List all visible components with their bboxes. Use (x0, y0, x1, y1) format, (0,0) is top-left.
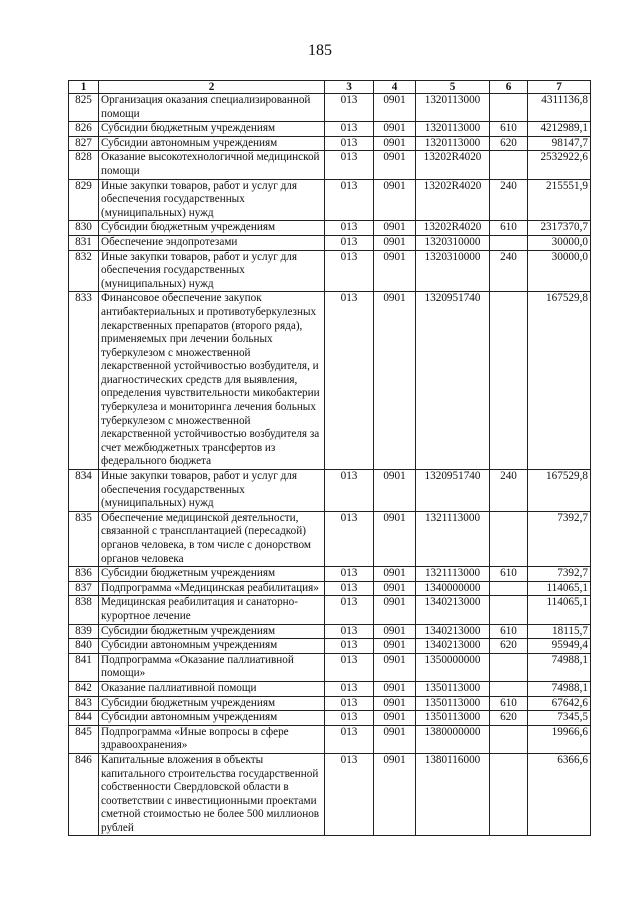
row-number-cell: 839 (69, 624, 99, 639)
row-number-cell: 840 (69, 639, 99, 654)
row-number-cell: 830 (69, 221, 99, 236)
budget-table (68, 80, 591, 836)
expense-type-cell: 240 (490, 179, 528, 221)
table-row (69, 725, 591, 753)
section-code-cell: 0901 (374, 179, 416, 221)
row-name-cell: Субсидии бюджетным учреждениям (99, 221, 325, 236)
table-row (69, 136, 591, 151)
row-number-cell: 841 (69, 653, 99, 681)
row-number-cell: 828 (69, 151, 99, 179)
row-name-cell: Медицинская реабилитация и санаторно-курортное лечение (99, 596, 325, 624)
row-name-cell: Подпрограмма «Медицинская реабилитация» (99, 581, 325, 596)
row-number-cell: 835 (69, 511, 99, 566)
admin-code-cell: 013 (325, 711, 374, 726)
admin-code-cell: 013 (325, 581, 374, 596)
section-code-cell: 0901 (374, 122, 416, 137)
expense-type-cell: 620 (490, 639, 528, 654)
row-name-cell: Субсидии бюджетным учреждениям (99, 624, 325, 639)
section-code-cell: 0901 (374, 581, 416, 596)
section-code-cell: 0901 (374, 470, 416, 512)
amount-cell: 98147,7 (528, 136, 591, 151)
amount-cell: 4212989,1 (528, 122, 591, 137)
admin-code-cell: 013 (325, 470, 374, 512)
target-code-cell: 1350113000 (416, 711, 490, 726)
table-row (69, 639, 591, 654)
page-number: 185 (308, 42, 332, 59)
row-name-cell: Подпрограмма «Иные вопросы в сфере здравоохранения» (99, 725, 325, 753)
section-code-cell: 0901 (374, 151, 416, 179)
column-header: 7 (528, 81, 591, 94)
admin-code-cell: 013 (325, 696, 374, 711)
amount-cell: 30000,0 (528, 235, 591, 250)
expense-type-cell (490, 725, 528, 753)
amount-cell: 114065,1 (528, 581, 591, 596)
row-name-cell: Капитальные вложения в объекты капитального строительства государственной собственности Свердловской области в соответствии с инвестиционными проектами сметной стоимостью не более 500 миллионов рублей (99, 753, 325, 836)
target-code-cell: 1320951740 (416, 292, 490, 470)
row-name-cell: Обеспечение эндопротезами (99, 235, 325, 250)
row-name-cell: Иные закупки товаров, работ и услуг для обеспечения государственных (муниципальных) нужд (99, 250, 325, 292)
row-number-cell: 837 (69, 581, 99, 596)
section-code-cell: 0901 (374, 94, 416, 122)
column-header: 5 (416, 81, 490, 94)
row-number-cell: 842 (69, 681, 99, 696)
table-row (69, 753, 591, 836)
amount-cell: 2317370,7 (528, 221, 591, 236)
expense-type-cell: 610 (490, 221, 528, 236)
row-name-cell: Субсидии автономным учреждениям (99, 136, 325, 151)
row-name-cell: Субсидии бюджетным учреждениям (99, 696, 325, 711)
column-header: 2 (99, 81, 325, 94)
admin-code-cell: 013 (325, 151, 374, 179)
row-number-cell: 845 (69, 725, 99, 753)
target-code-cell: 1340213000 (416, 596, 490, 624)
section-code-cell: 0901 (374, 221, 416, 236)
expense-type-cell (490, 511, 528, 566)
section-code-cell: 0901 (374, 711, 416, 726)
target-code-cell: 13202R4020 (416, 179, 490, 221)
admin-code-cell: 013 (325, 681, 374, 696)
amount-cell: 167529,8 (528, 470, 591, 512)
amount-cell: 4311136,8 (528, 94, 591, 122)
admin-code-cell: 013 (325, 639, 374, 654)
amount-cell: 167529,8 (528, 292, 591, 470)
table-row (69, 470, 591, 512)
target-code-cell: 13202R4020 (416, 151, 490, 179)
row-number-cell: 831 (69, 235, 99, 250)
amount-cell: 74988,1 (528, 653, 591, 681)
row-name-cell: Субсидии бюджетным учреждениям (99, 567, 325, 582)
admin-code-cell: 013 (325, 511, 374, 566)
admin-code-cell: 013 (325, 567, 374, 582)
table-row (69, 596, 591, 624)
admin-code-cell: 013 (325, 122, 374, 137)
row-name-cell: Оказание паллиативной помощи (99, 681, 325, 696)
expense-type-cell (490, 653, 528, 681)
section-code-cell: 0901 (374, 696, 416, 711)
column-header: 3 (325, 81, 374, 94)
target-code-cell: 1340213000 (416, 639, 490, 654)
amount-cell: 67642,6 (528, 696, 591, 711)
target-code-cell: 1320113000 (416, 136, 490, 151)
admin-code-cell: 013 (325, 624, 374, 639)
target-code-cell: 1350113000 (416, 681, 490, 696)
table-row (69, 179, 591, 221)
section-code-cell: 0901 (374, 596, 416, 624)
row-name-cell: Обеспечение медицинской деятельности, связанной с трансплантацией (пересадкой) органов человека, в том числе с донорством органов человека (99, 511, 325, 566)
expense-type-cell (490, 753, 528, 836)
admin-code-cell: 013 (325, 292, 374, 470)
admin-code-cell: 013 (325, 596, 374, 624)
table-row (69, 511, 591, 566)
table-row (69, 292, 591, 470)
section-code-cell: 0901 (374, 653, 416, 681)
table-row (69, 151, 591, 179)
section-code-cell: 0901 (374, 725, 416, 753)
amount-cell: 6366,6 (528, 753, 591, 836)
row-number-cell: 826 (69, 122, 99, 137)
section-code-cell: 0901 (374, 624, 416, 639)
admin-code-cell: 013 (325, 250, 374, 292)
expense-type-cell: 240 (490, 250, 528, 292)
row-name-cell: Субсидии бюджетным учреждениям (99, 122, 325, 137)
admin-code-cell: 013 (325, 179, 374, 221)
target-code-cell: 1320113000 (416, 94, 490, 122)
expense-type-cell: 610 (490, 696, 528, 711)
amount-cell: 215551,9 (528, 179, 591, 221)
target-code-cell: 1380116000 (416, 753, 490, 836)
row-number-cell: 836 (69, 567, 99, 582)
table-row (69, 250, 591, 292)
row-number-cell: 844 (69, 711, 99, 726)
table-row (69, 221, 591, 236)
admin-code-cell: 013 (325, 753, 374, 836)
row-number-cell: 834 (69, 470, 99, 512)
row-number-cell: 829 (69, 179, 99, 221)
amount-cell: 30000,0 (528, 250, 591, 292)
column-header: 1 (69, 81, 99, 94)
row-number-cell: 833 (69, 292, 99, 470)
target-code-cell: 1320951740 (416, 470, 490, 512)
admin-code-cell: 013 (325, 725, 374, 753)
expense-type-cell: 610 (490, 624, 528, 639)
target-code-cell: 1350113000 (416, 696, 490, 711)
table-row (69, 696, 591, 711)
target-code-cell: 1380000000 (416, 725, 490, 753)
table-row (69, 122, 591, 137)
expense-type-cell (490, 581, 528, 596)
table-row (69, 711, 591, 726)
row-name-cell: Оказание высокотехнологичной медицинской помощи (99, 151, 325, 179)
expense-type-cell: 620 (490, 136, 528, 151)
amount-cell: 2532922,6 (528, 151, 591, 179)
section-code-cell: 0901 (374, 250, 416, 292)
section-code-cell: 0901 (374, 753, 416, 836)
target-code-cell: 1320310000 (416, 235, 490, 250)
table-row (69, 581, 591, 596)
expense-type-cell: 240 (490, 470, 528, 512)
table-row (69, 94, 591, 122)
table-row (69, 681, 591, 696)
admin-code-cell: 013 (325, 653, 374, 681)
target-code-cell: 13202R4020 (416, 221, 490, 236)
column-header: 4 (374, 81, 416, 94)
admin-code-cell: 013 (325, 94, 374, 122)
expense-type-cell (490, 151, 528, 179)
amount-cell: 95949,4 (528, 639, 591, 654)
target-code-cell: 1320310000 (416, 250, 490, 292)
expense-type-cell (490, 681, 528, 696)
row-name-cell: Финансовое обеспечение закупок антибактериальных и противотуберкулезных лекарственных препаратов (второго ряда), применяемых при лечении больных туберкулезом с множественной лекарственной устойчивостью возбудителя, и диагностических средств для выявления, определения чувствительности микобактерии туберкулеза и мониторинга лечения больных туберкулезом с множественной лекарственной устойчивостью возбудителя за счет межбюджетных трансфертов из федерального бюджета (99, 292, 325, 470)
amount-cell: 7392,7 (528, 567, 591, 582)
target-code-cell: 1340000000 (416, 581, 490, 596)
row-number-cell: 843 (69, 696, 99, 711)
expense-type-cell: 620 (490, 711, 528, 726)
expense-type-cell (490, 235, 528, 250)
amount-cell: 7345,5 (528, 711, 591, 726)
section-code-cell: 0901 (374, 567, 416, 582)
amount-cell: 74988,1 (528, 681, 591, 696)
expense-type-cell (490, 94, 528, 122)
row-number-cell: 838 (69, 596, 99, 624)
column-header: 6 (490, 81, 528, 94)
admin-code-cell: 013 (325, 235, 374, 250)
target-code-cell: 1340213000 (416, 624, 490, 639)
amount-cell: 114065,1 (528, 596, 591, 624)
row-name-cell: Иные закупки товаров, работ и услуг для обеспечения государственных (муниципальных) нужд (99, 179, 325, 221)
amount-cell: 7392,7 (528, 511, 591, 566)
row-number-cell: 825 (69, 94, 99, 122)
table-row (69, 624, 591, 639)
expense-type-cell (490, 292, 528, 470)
section-code-cell: 0901 (374, 511, 416, 566)
section-code-cell: 0901 (374, 136, 416, 151)
amount-cell: 18115,7 (528, 624, 591, 639)
amount-cell: 19966,6 (528, 725, 591, 753)
row-name-cell: Субсидии автономным учреждениям (99, 711, 325, 726)
section-code-cell: 0901 (374, 292, 416, 470)
table-header-row (69, 81, 591, 94)
target-code-cell: 1321113000 (416, 511, 490, 566)
table-row (69, 235, 591, 250)
section-code-cell: 0901 (374, 639, 416, 654)
table-row (69, 567, 591, 582)
row-name-cell: Иные закупки товаров, работ и услуг для обеспечения государственных (муниципальных) нужд (99, 470, 325, 512)
section-code-cell: 0901 (374, 681, 416, 696)
row-number-cell: 832 (69, 250, 99, 292)
admin-code-cell: 013 (325, 221, 374, 236)
row-number-cell: 846 (69, 753, 99, 836)
expense-type-cell (490, 596, 528, 624)
row-name-cell: Подпрограмма «Оказание паллиативной помощи» (99, 653, 325, 681)
row-name-cell: Организация оказания специализированной помощи (99, 94, 325, 122)
target-code-cell: 1350000000 (416, 653, 490, 681)
expense-type-cell: 610 (490, 567, 528, 582)
expense-type-cell: 610 (490, 122, 528, 137)
row-number-cell: 827 (69, 136, 99, 151)
table-row (69, 653, 591, 681)
target-code-cell: 1321113000 (416, 567, 490, 582)
admin-code-cell: 013 (325, 136, 374, 151)
row-name-cell: Субсидии автономным учреждениям (99, 639, 325, 654)
section-code-cell: 0901 (374, 235, 416, 250)
target-code-cell: 1320113000 (416, 122, 490, 137)
